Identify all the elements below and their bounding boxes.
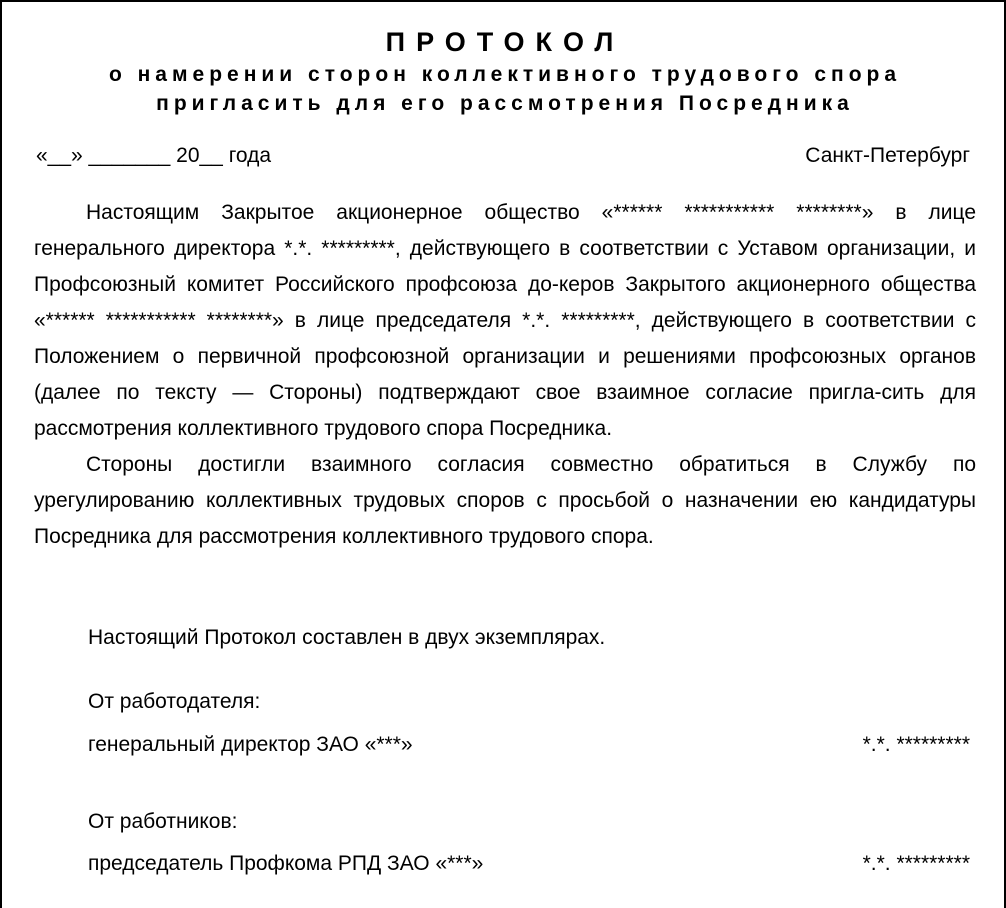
document-subtitle-line1: о намерении сторон коллективного трудового спора [108,63,902,86]
date-line: «__» _______ 20__ года [36,144,272,167]
employer-heading: От работодателя: [88,690,261,713]
document-title: ПРОТОКОЛ [385,27,625,57]
paragraph-agreement: Стороны достигли взаимного согласия совместно обратиться в Службу по урегулированию коллективных трудовых споров с просьбой о назначении ею кандидатуры Посредника для рассмотрения коллективного трудового спора. [34,453,976,548]
workers-signatory-name: *.*. ********* [862,852,970,875]
workers-heading: От работников: [88,810,238,833]
employer-role: генеральный директор ЗАО «***» [88,733,413,756]
paragraph-copies: Настоящий Протокол составлен в двух экземплярах. [88,626,606,649]
protocol-body [34,195,976,555]
city-name: Санкт-Петербург [805,144,970,167]
workers-role: председатель Профкома РПД ЗАО «***» [88,852,484,875]
employer-signatory-name: *.*. ********* [862,733,970,756]
document-subtitle-line2: пригласить для его рассмотрения Посредника [156,92,854,115]
paragraph-parties: Настоящим Закрытое акционерное общество «****** *********** ********» в лице генерального директора *.*. *********, действующего в соответствии с Уставом организации, и Профсоюзный комитет Российского профсоюза до-керов Закрытого акционерного общества «****** *********** ********» в лице председателя *.*. *********, действующего в соответствии с Положением о первичной профсоюзной организации и решениями профсоюзных органов (далее по тексту — Стороны) подтверждают свое взаимное согласие пригла-сить для рассмотрения коллективного трудового спора Посредника. [34,201,976,440]
